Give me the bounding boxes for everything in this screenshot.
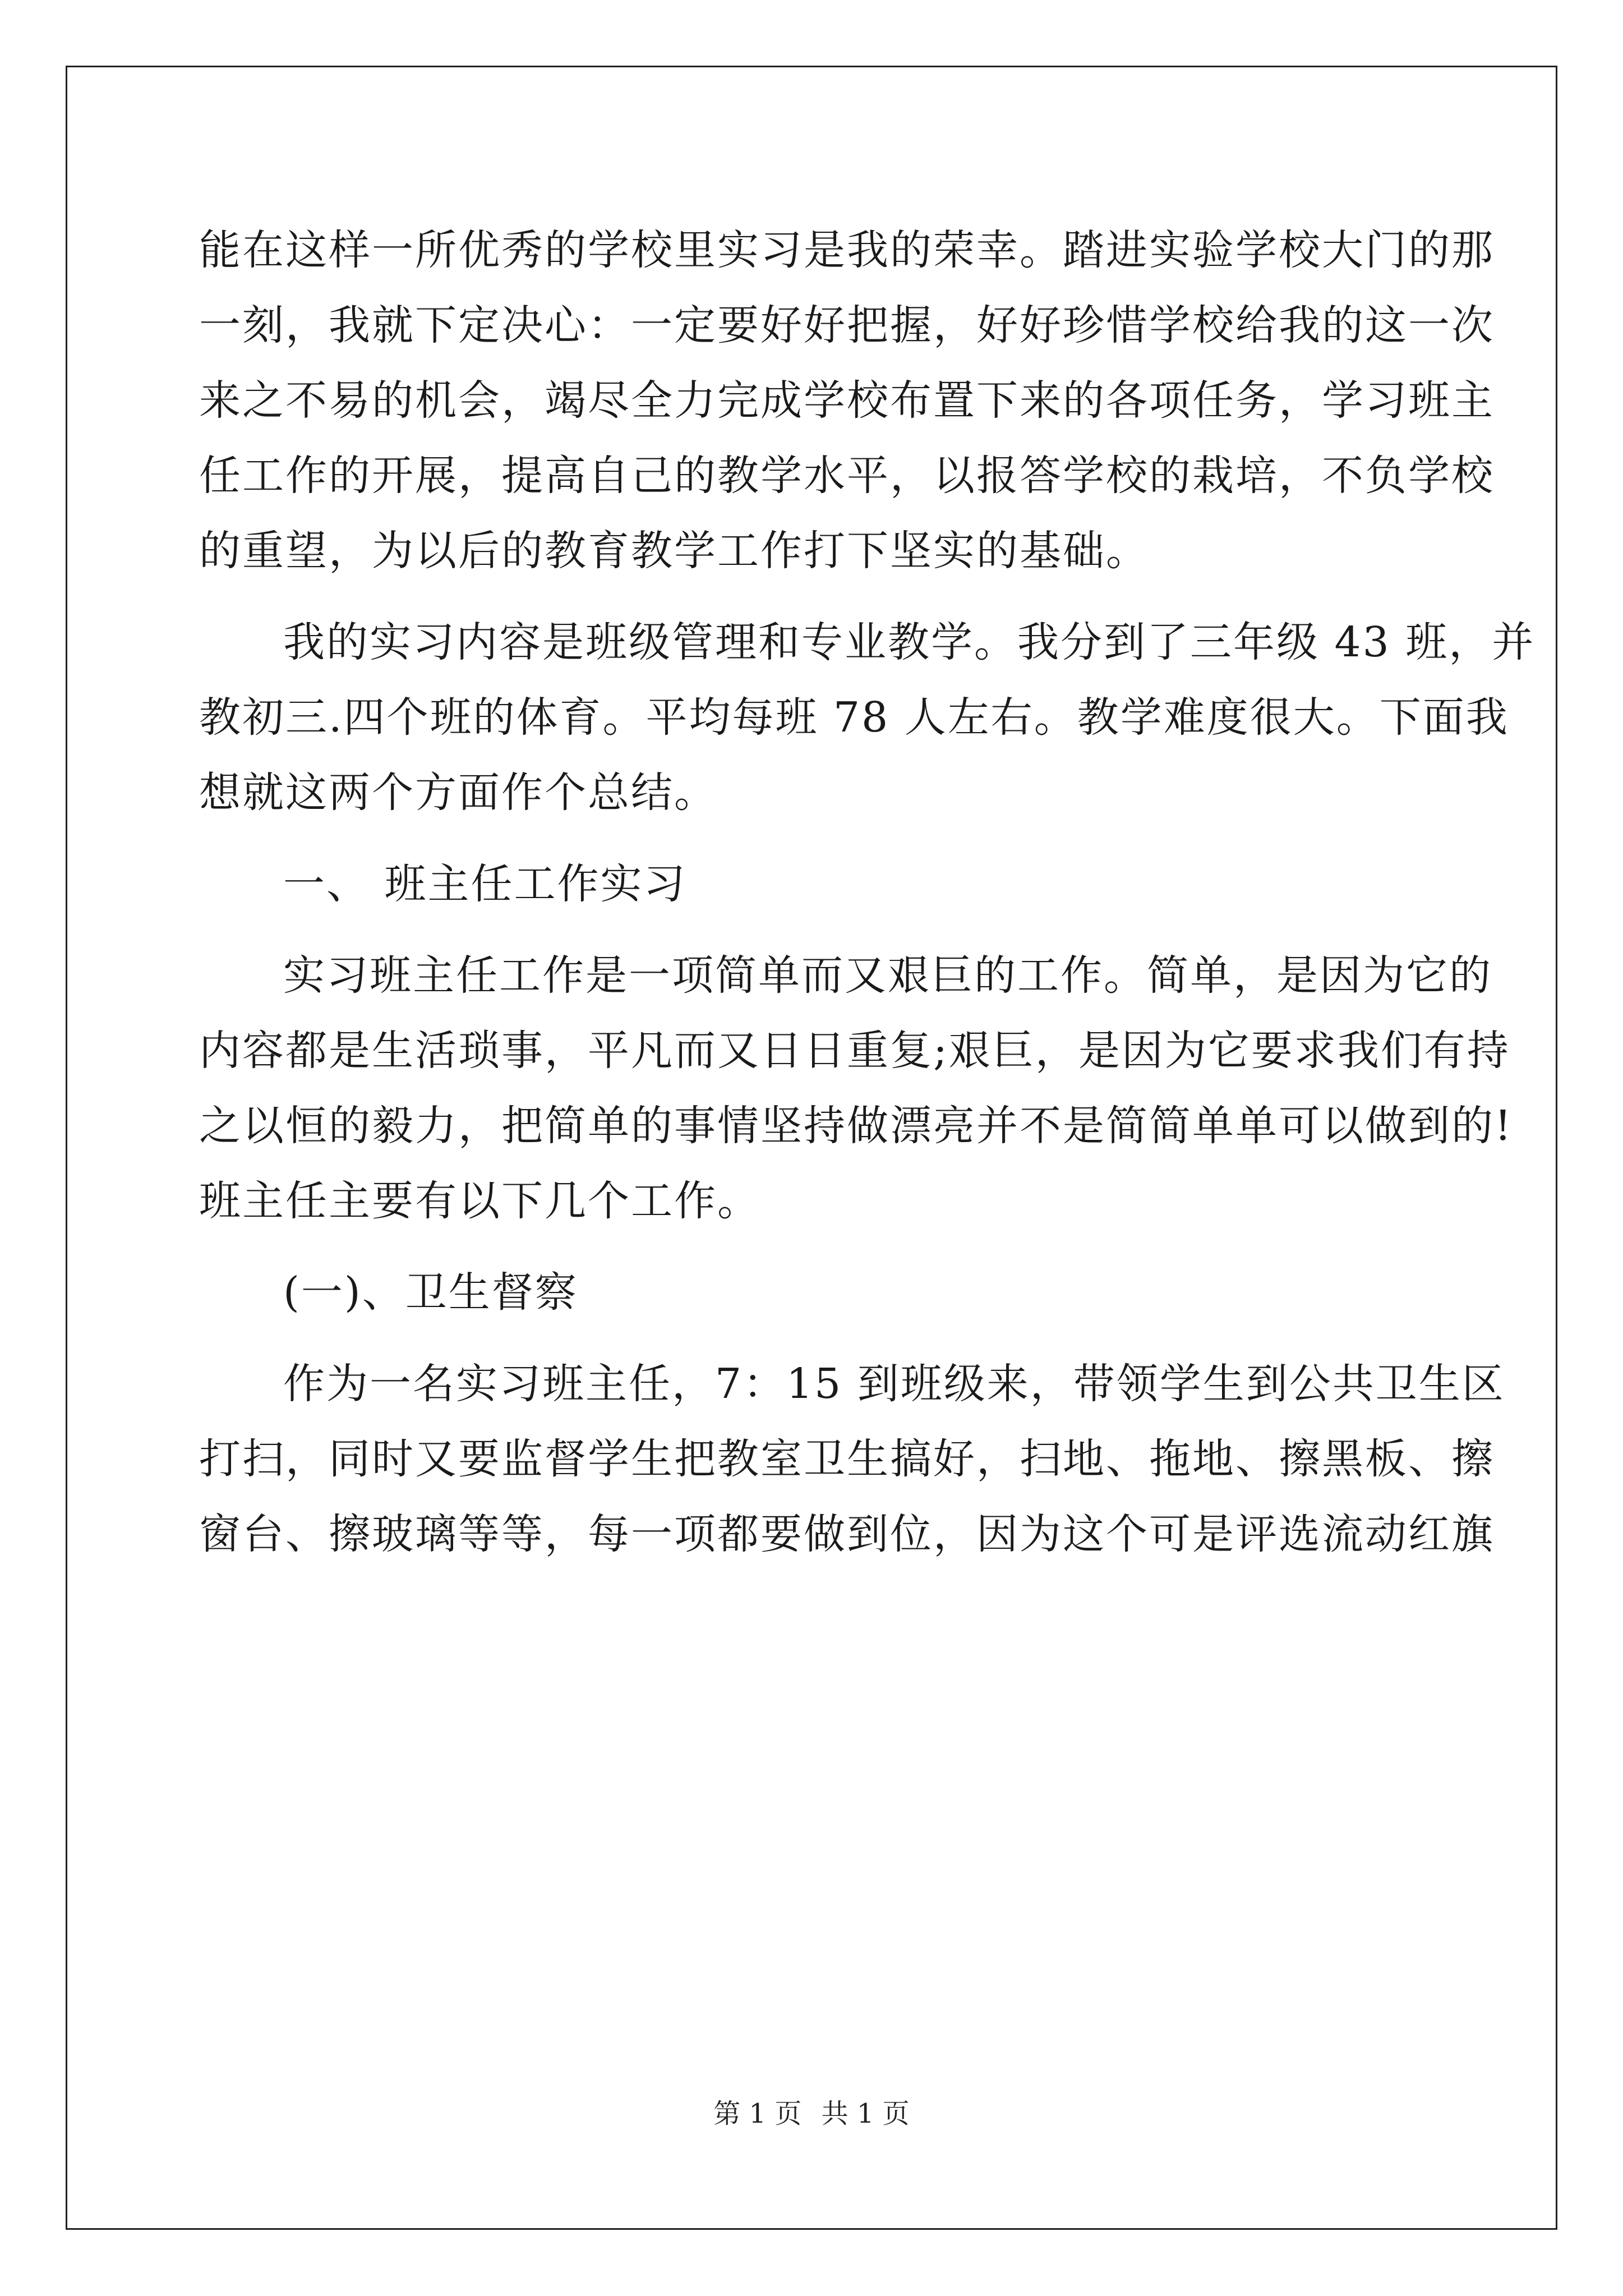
text-line: 教初三.四个班的体育。平均每班 78 人左右。教学难度很大。下面我 bbox=[199, 693, 1509, 742]
text-line: 内容都是生活琐事，平凡而又日日重复;艰巨，是因为它要求我们有持 bbox=[199, 1027, 1510, 1075]
text-line: 任工作的开展，提高自己的教学水平，以报答学校的栽培，不负学校 bbox=[199, 452, 1495, 500]
page-footer bbox=[0, 2097, 1623, 2131]
text-line: 一刻，我就下定决心：一定要好好把握，好好珍惜学校给我的这一次 bbox=[199, 301, 1495, 349]
section-heading: 一、 班主任工作实习 bbox=[283, 860, 687, 908]
text-line: 的重望，为以后的教育教学工作打下坚实的基础。 bbox=[199, 527, 1149, 575]
subsection-heading: (一)、卫生督察 bbox=[283, 1268, 578, 1317]
text-line: 班主任主要有以下几个工作。 bbox=[199, 1177, 760, 1225]
text-line: 想就这两个方面作个总结。 bbox=[199, 769, 717, 817]
text-line: 能在这样一所优秀的学校里实习是我的荣幸。踏进实验学校大门的那 bbox=[199, 226, 1495, 274]
text-line: 作为一名实习班主任，7：15 到班级来，带领学生到公共卫生区 bbox=[283, 1360, 1505, 1408]
page-total: 共 1 页 bbox=[821, 2098, 910, 2129]
text-line: 之以恒的毅力，把简单的事情坚持做漂亮并不是简简单单可以做到的! bbox=[199, 1102, 1513, 1150]
text-line: 打扫，同时又要监督学生把教室卫生搞好，扫地、拖地、擦黑板、擦 bbox=[199, 1435, 1495, 1483]
page-number: 第 1 页 bbox=[713, 2098, 802, 2129]
text-line: 窗台、擦玻璃等等，每一项都要做到位，因为这个可是评选流动红旗 bbox=[199, 1510, 1495, 1558]
text-line: 实习班主任工作是一项简单而又艰巨的工作。简单，是因为它的 bbox=[283, 951, 1492, 1000]
text-line: 我的实习内容是班级管理和专业教学。我分到了三年级 43 班，并 bbox=[283, 618, 1536, 666]
text-line: 来之不易的机会，竭尽全力完成学校布置下来的各项任务，学习班主 bbox=[199, 376, 1495, 425]
